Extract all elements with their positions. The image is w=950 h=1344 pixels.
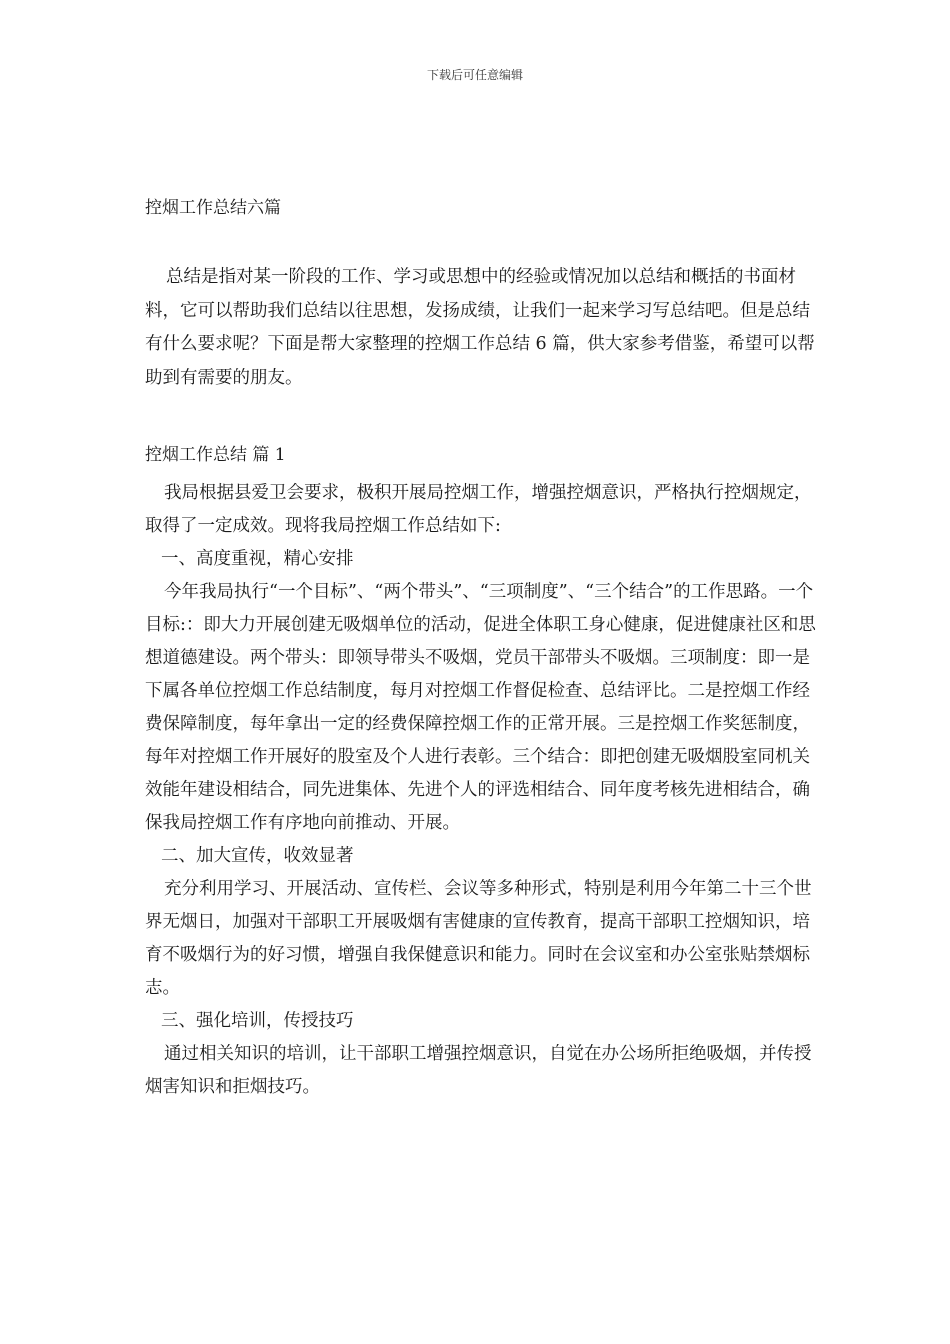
section-heading: 一、高度重视，精心安排 xyxy=(161,549,354,569)
paragraph: 我局根据县爱卫会要求，极积开展局控烟工作，增强控烟意识，严格执行控烟规定，取得了一定成效。现将我局控烟工作总结如下: xyxy=(145,483,812,536)
section-heading: 三、强化培训，传授技巧 xyxy=(161,1011,354,1031)
section-title: 控烟工作总结 篇 1 xyxy=(145,445,286,465)
intro-paragraph: 总结是指对某一阶段的工作、学习或思想中的经验或情况加以总结和概括的书面材料，它可以帮助我们总结以往思想，发扬成绩，让我们一起来学习写总结吧。但是总结有什么要求呢？下面是帮大家整理的控烟工作总结 6 篇，供大家参考借鉴，希望可以帮助到有需要的朋友。 xyxy=(145,267,815,388)
header-note: 下载后可任意编辑 xyxy=(426,68,523,82)
paragraph: 充分利用学习、开展活动、宣传栏、会议等多种形式，特别是利用今年第二十三个世界无烟日，加强对干部职工开展吸烟有害健康的宣传教育，提高干部职工控烟知识，培育不吸烟行为的好习惯，增强自我保健意识和能力。同时在会议室和办公室张贴禁烟标志。 xyxy=(145,879,812,998)
section-body xyxy=(145,477,817,1104)
document-title: 控烟工作总结六篇 xyxy=(145,198,281,218)
paragraph: 通过相关知识的培训，让干部职工增强控烟意识，自觉在办公场所拒绝吸烟，并传授烟害知识和拒烟技巧。 xyxy=(145,1044,812,1097)
paragraph: 今年我局执行“一个目标”、“两个带头”、“三项制度”、“三个结合”的工作思路。一个目标:：即大力开展创建无吸烟单位的活动，促进全体职工身心健康，促进健康社区和思想道德建设。两个带头：即领导带头不吸烟，党员干部带头不吸烟。三项制度：即一是下属各单位控烟工作总结制度，每月对控烟工作督促检查、总结评比。二是控烟工作经费保障制度，每年拿出一定的经费保障控烟工作的正常开展。三是控烟工作奖惩制度，每年对控烟工作开展好的股室及个人进行表彰。三个结合：即把创建无吸烟股室同机关效能年建设相结合，同先进集体、先进个人的评选相结合、同年度考核先进相结合，确保我局控烟工作有序地向前推动、开展。 xyxy=(145,582,816,833)
section-heading: 二、加大宣传，收效显著 xyxy=(161,846,354,866)
